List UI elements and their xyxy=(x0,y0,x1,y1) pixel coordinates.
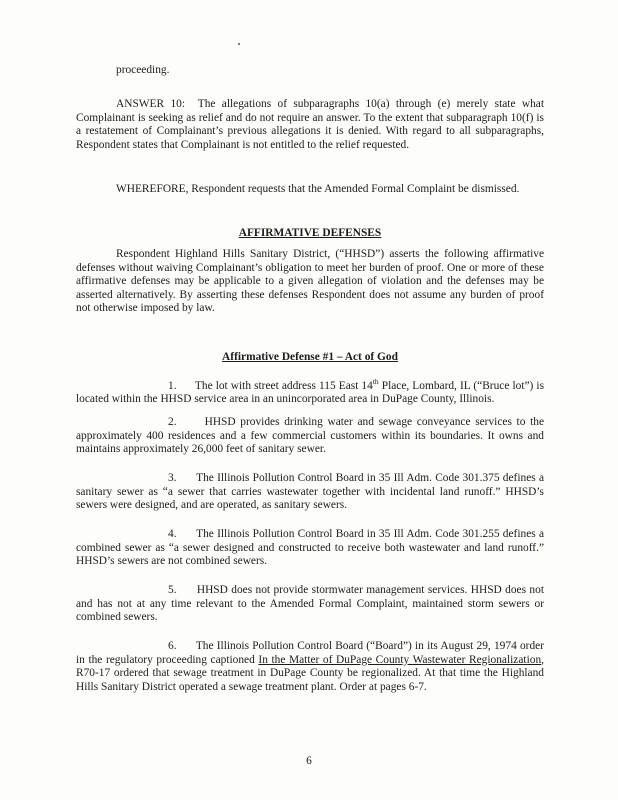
paragraph-5 xyxy=(76,584,544,625)
paragraph-text: The Illinois Pollution Control Board in 35 Ill Adm. Code 301.375 defines a sanitary sewer as “a sewer that carries wastewater together with incidental land runoff.” HHSD’s sewers were designed, and are operated, as sanitary sewers. xyxy=(76,472,544,512)
answer-10-label: ANSWER 10: xyxy=(116,98,186,110)
superscript: th xyxy=(372,377,379,386)
case-citation: In the Matter of DuPage County Wastewater Regionalization xyxy=(258,653,542,666)
paragraph-number: 6. xyxy=(168,640,177,652)
paragraph-text: The lot with street address 115 East 14 xyxy=(194,379,373,392)
paragraph-text: The Illinois Pollution Control Board in 35 Ill Adm. Code 301.255 defines a combined sewer as “a sewer designed and constructed to receive both wastewater and land runoff.” HHSD’s sewers are not combined sewers. xyxy=(76,528,544,568)
paragraph-3 xyxy=(76,472,544,513)
intro-paragraph: Respondent Highland Hills Sanitary District, (“HHSD”) asserts the following affirmative defenses without waiving Complainant’s obligation to meet her burden of proof. One or more of these affirmative defenses may be applicable to a given allegation of violation and the defenses may be asserted alternatively. By asserting these defenses Respondent does not assume any burden of proof not otherwise imposed by law. xyxy=(76,248,544,315)
paragraph-text: , R70-17 ordered that sewage treatment in DuPage County be regionalized. At that time the Highland Hills Sanitary District operated a sewage treatment plant. Order at pages 6-7. xyxy=(76,653,544,693)
paragraph-1 xyxy=(76,375,544,407)
wherefore-paragraph: WHEREFORE, Respondent requests that the Amended Formal Complaint be dismissed. xyxy=(116,183,520,195)
paragraph-6 xyxy=(76,640,544,694)
paragraph-4 xyxy=(76,528,544,569)
paragraph-text: HHSD does not provide stormwater management services. HHSD does not and has not at any time relevant to the Amended Formal Complaint, maintained storm sewers or combined sewers. xyxy=(76,584,544,624)
top-fragment: proceeding. xyxy=(116,64,170,76)
paragraph-number: 1. xyxy=(168,379,177,392)
defense-1-heading: Affirmative Defense #1 – Act of God xyxy=(222,351,398,363)
paragraph-number: 3. xyxy=(168,472,177,484)
paragraph-text: Place, Lombard, IL (“Bruce lot”) is located within the HHSD service area in an unincorporated area in DuPage County, Illinois. xyxy=(76,379,544,406)
page-number: 6 xyxy=(306,755,312,767)
answer-10-text: The allegations of subparagraphs 10(a) through (e) merely state what Complainant is seeking as relief and do not require an answer. To the extent that subparagraph 10(f) is a restatement of Complainant’s previous allegations it is denied. With regard to all subparagraphs, Respondent states that Complainant is not entitled to the relief requested. xyxy=(76,98,545,151)
answer-10-paragraph xyxy=(76,98,544,152)
affirmative-defenses-heading: AFFIRMATIVE DEFENSES xyxy=(238,227,382,239)
paragraph-number: 5. xyxy=(168,584,177,596)
paragraph-number: 4. xyxy=(168,528,177,540)
paragraph-2 xyxy=(76,416,544,457)
paragraph-text: HHSD provides drinking water and sewage conveyance services to the approximately 400 residences and a few commercial customers within its boundaries. It owns and maintains approximately 26,000 feet of sanitary sewer. xyxy=(76,416,545,456)
paragraph-text: The Illinois Pollution Control Board (“Board”) in its August 29, 1974 order in the regulatory proceeding captioned xyxy=(76,640,545,666)
scan-speck xyxy=(238,43,240,45)
paragraph-number: 2. xyxy=(168,416,177,428)
